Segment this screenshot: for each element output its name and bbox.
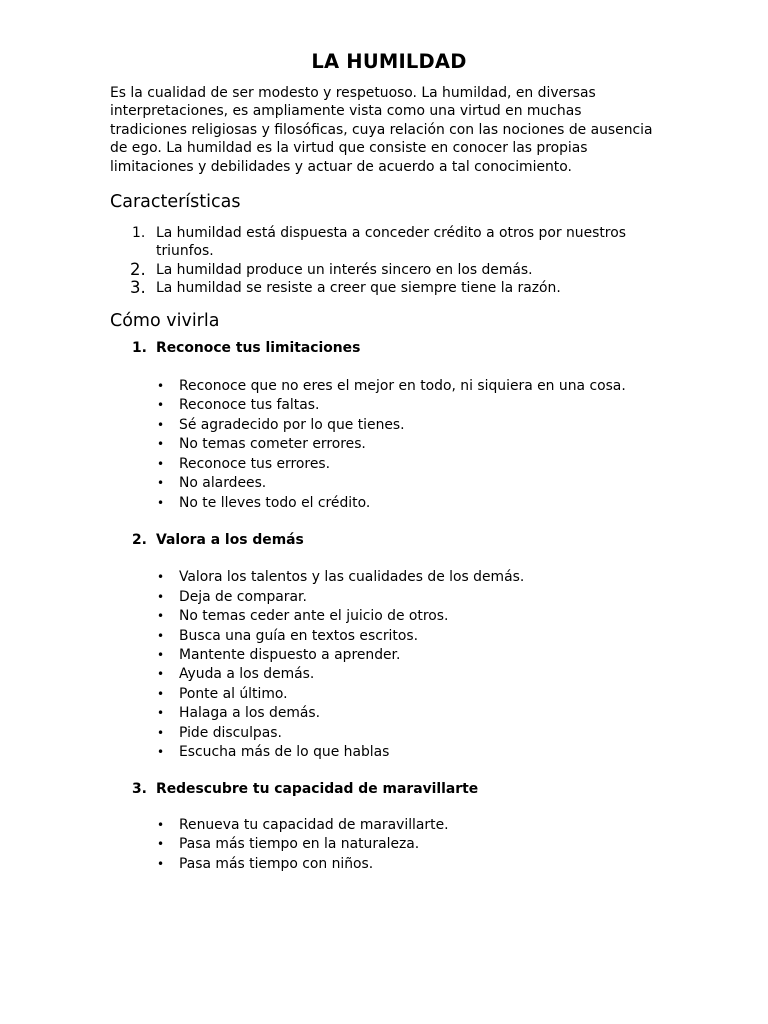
- list-item: [110, 494, 662, 513]
- bullet-icon: •: [157, 417, 165, 432]
- section-title: [110, 780, 662, 798]
- list-item: [110, 855, 662, 874]
- bullet-icon: •: [157, 570, 165, 585]
- como-vivirla-heading: Cómo vivirla: [110, 310, 220, 331]
- list-item: [110, 646, 662, 665]
- bullet-icon: •: [157, 379, 165, 394]
- list-item-text: La humildad produce un interés sincero en los demás.: [156, 261, 533, 278]
- list-item: [110, 377, 662, 396]
- document-title: LA HUMILDAD: [311, 50, 467, 73]
- list-item: [110, 704, 662, 723]
- list-item-text: Halaga a los demás.: [179, 705, 321, 722]
- list-item: [110, 627, 662, 646]
- list-item-text: No temas cometer errores.: [179, 436, 366, 453]
- list-item-text: Reconoce tus faltas.: [179, 397, 320, 414]
- caracteristicas-list: [110, 224, 662, 298]
- list-item: [110, 435, 662, 454]
- bullet-icon: •: [157, 398, 165, 413]
- list-item: [110, 279, 662, 297]
- bullet-icon: •: [157, 725, 165, 740]
- bullet-icon: •: [157, 837, 165, 852]
- list-item-text: La humildad está dispuesta a conceder crédito a otros por nuestros triunfos.: [156, 225, 626, 260]
- list-item-text: Busca una guía en textos escritos.: [179, 627, 418, 644]
- list-item: [110, 835, 662, 854]
- bullet-icon: •: [157, 589, 165, 604]
- list-item: [110, 588, 662, 607]
- list-item: [110, 685, 662, 704]
- list-item: [110, 607, 662, 626]
- list-item: [110, 724, 662, 743]
- section-title: [110, 531, 662, 549]
- list-item-text: Valora los talentos y las cualidades de los demás.: [179, 569, 525, 586]
- section-valora: [110, 531, 662, 762]
- list-item-text: Mantente dispuesto a aprender.: [179, 646, 401, 663]
- list-item: [110, 816, 662, 835]
- list-item-text: Escucha más de lo que hablas: [179, 743, 390, 760]
- list-item-text: Renueva tu capacidad de maravillarte.: [179, 816, 449, 833]
- bullet-icon: •: [157, 476, 165, 491]
- list-item: [110, 416, 662, 435]
- section-number: 1.: [132, 339, 147, 356]
- list-number: 2.: [130, 259, 146, 279]
- list-item: [110, 396, 662, 415]
- section-reconoce: [110, 339, 662, 513]
- bullet-icon: •: [157, 817, 165, 832]
- list-item: [110, 568, 662, 587]
- list-item-text: Sé agradecido por lo que tienes.: [179, 416, 405, 433]
- list-item-text: No alardees.: [179, 475, 267, 492]
- list-item: [110, 474, 662, 493]
- bullet-icon: •: [157, 437, 165, 452]
- list-number: 1.: [132, 225, 146, 242]
- list-item-text: Pide disculpas.: [179, 724, 282, 741]
- bullet-list: [110, 377, 662, 513]
- bullet-icon: •: [157, 647, 165, 662]
- section-redescubre: [110, 780, 662, 874]
- list-number: 3.: [130, 278, 146, 298]
- list-item-text: No temas ceder ante el juicio de otros.: [179, 608, 449, 625]
- list-item-text: No te lleves todo el crédito.: [179, 494, 371, 511]
- list-item-text: Ponte al último.: [179, 685, 288, 702]
- section-number: 2.: [132, 531, 147, 548]
- list-item: [110, 261, 662, 279]
- list-item-text: Ayuda a los demás.: [179, 666, 315, 683]
- bullet-icon: •: [157, 628, 165, 643]
- list-item: [110, 455, 662, 474]
- bullet-icon: •: [157, 856, 165, 871]
- section-title-text: Valora a los demás: [156, 531, 304, 548]
- document-page: [110, 48, 662, 874]
- bullet-icon: •: [157, 744, 165, 759]
- bullet-icon: •: [157, 495, 165, 510]
- list-item-text: Pasa más tiempo con niños.: [179, 855, 374, 872]
- bullet-icon: •: [157, 686, 165, 701]
- caracteristicas-heading: Características: [110, 192, 241, 213]
- list-item: [110, 665, 662, 684]
- list-item-text: Reconoce que no eres el mejor en todo, ni siquiera en una cosa.: [179, 378, 626, 395]
- list-item-text: Deja de comparar.: [179, 588, 307, 605]
- list-item-text: La humildad se resiste a creer que siempre tiene la razón.: [156, 280, 561, 297]
- bullet-icon: •: [157, 667, 165, 682]
- bullet-list: [110, 816, 662, 874]
- bullet-list: [110, 568, 662, 762]
- section-title: [110, 339, 662, 357]
- list-item-text: Pasa más tiempo en la naturaleza.: [179, 836, 420, 853]
- bullet-icon: •: [157, 706, 165, 721]
- section-title-text: Reconoce tus limitaciones: [156, 339, 361, 356]
- bullet-icon: •: [157, 456, 165, 471]
- section-number: 3.: [132, 781, 147, 798]
- list-item-text: Reconoce tus errores.: [179, 455, 331, 472]
- intro-paragraph: Es la cualidad de ser modesto y respetuoso. La humildad, en diversas interpretaciones, es ampliamente vista como una virtud en muchas tradiciones religiosas y filosóficas, cuya relación con las nociones de ausencia de ego. La humildad es la virtud que consiste en conocer las propias limitaciones y debilidades y actuar de acuerdo a tal conocimiento.: [110, 85, 653, 175]
- list-item: [110, 224, 662, 261]
- bullet-icon: •: [157, 609, 165, 624]
- section-title-text: Redescubre tu capacidad de maravillarte: [156, 781, 479, 798]
- list-item: [110, 743, 662, 762]
